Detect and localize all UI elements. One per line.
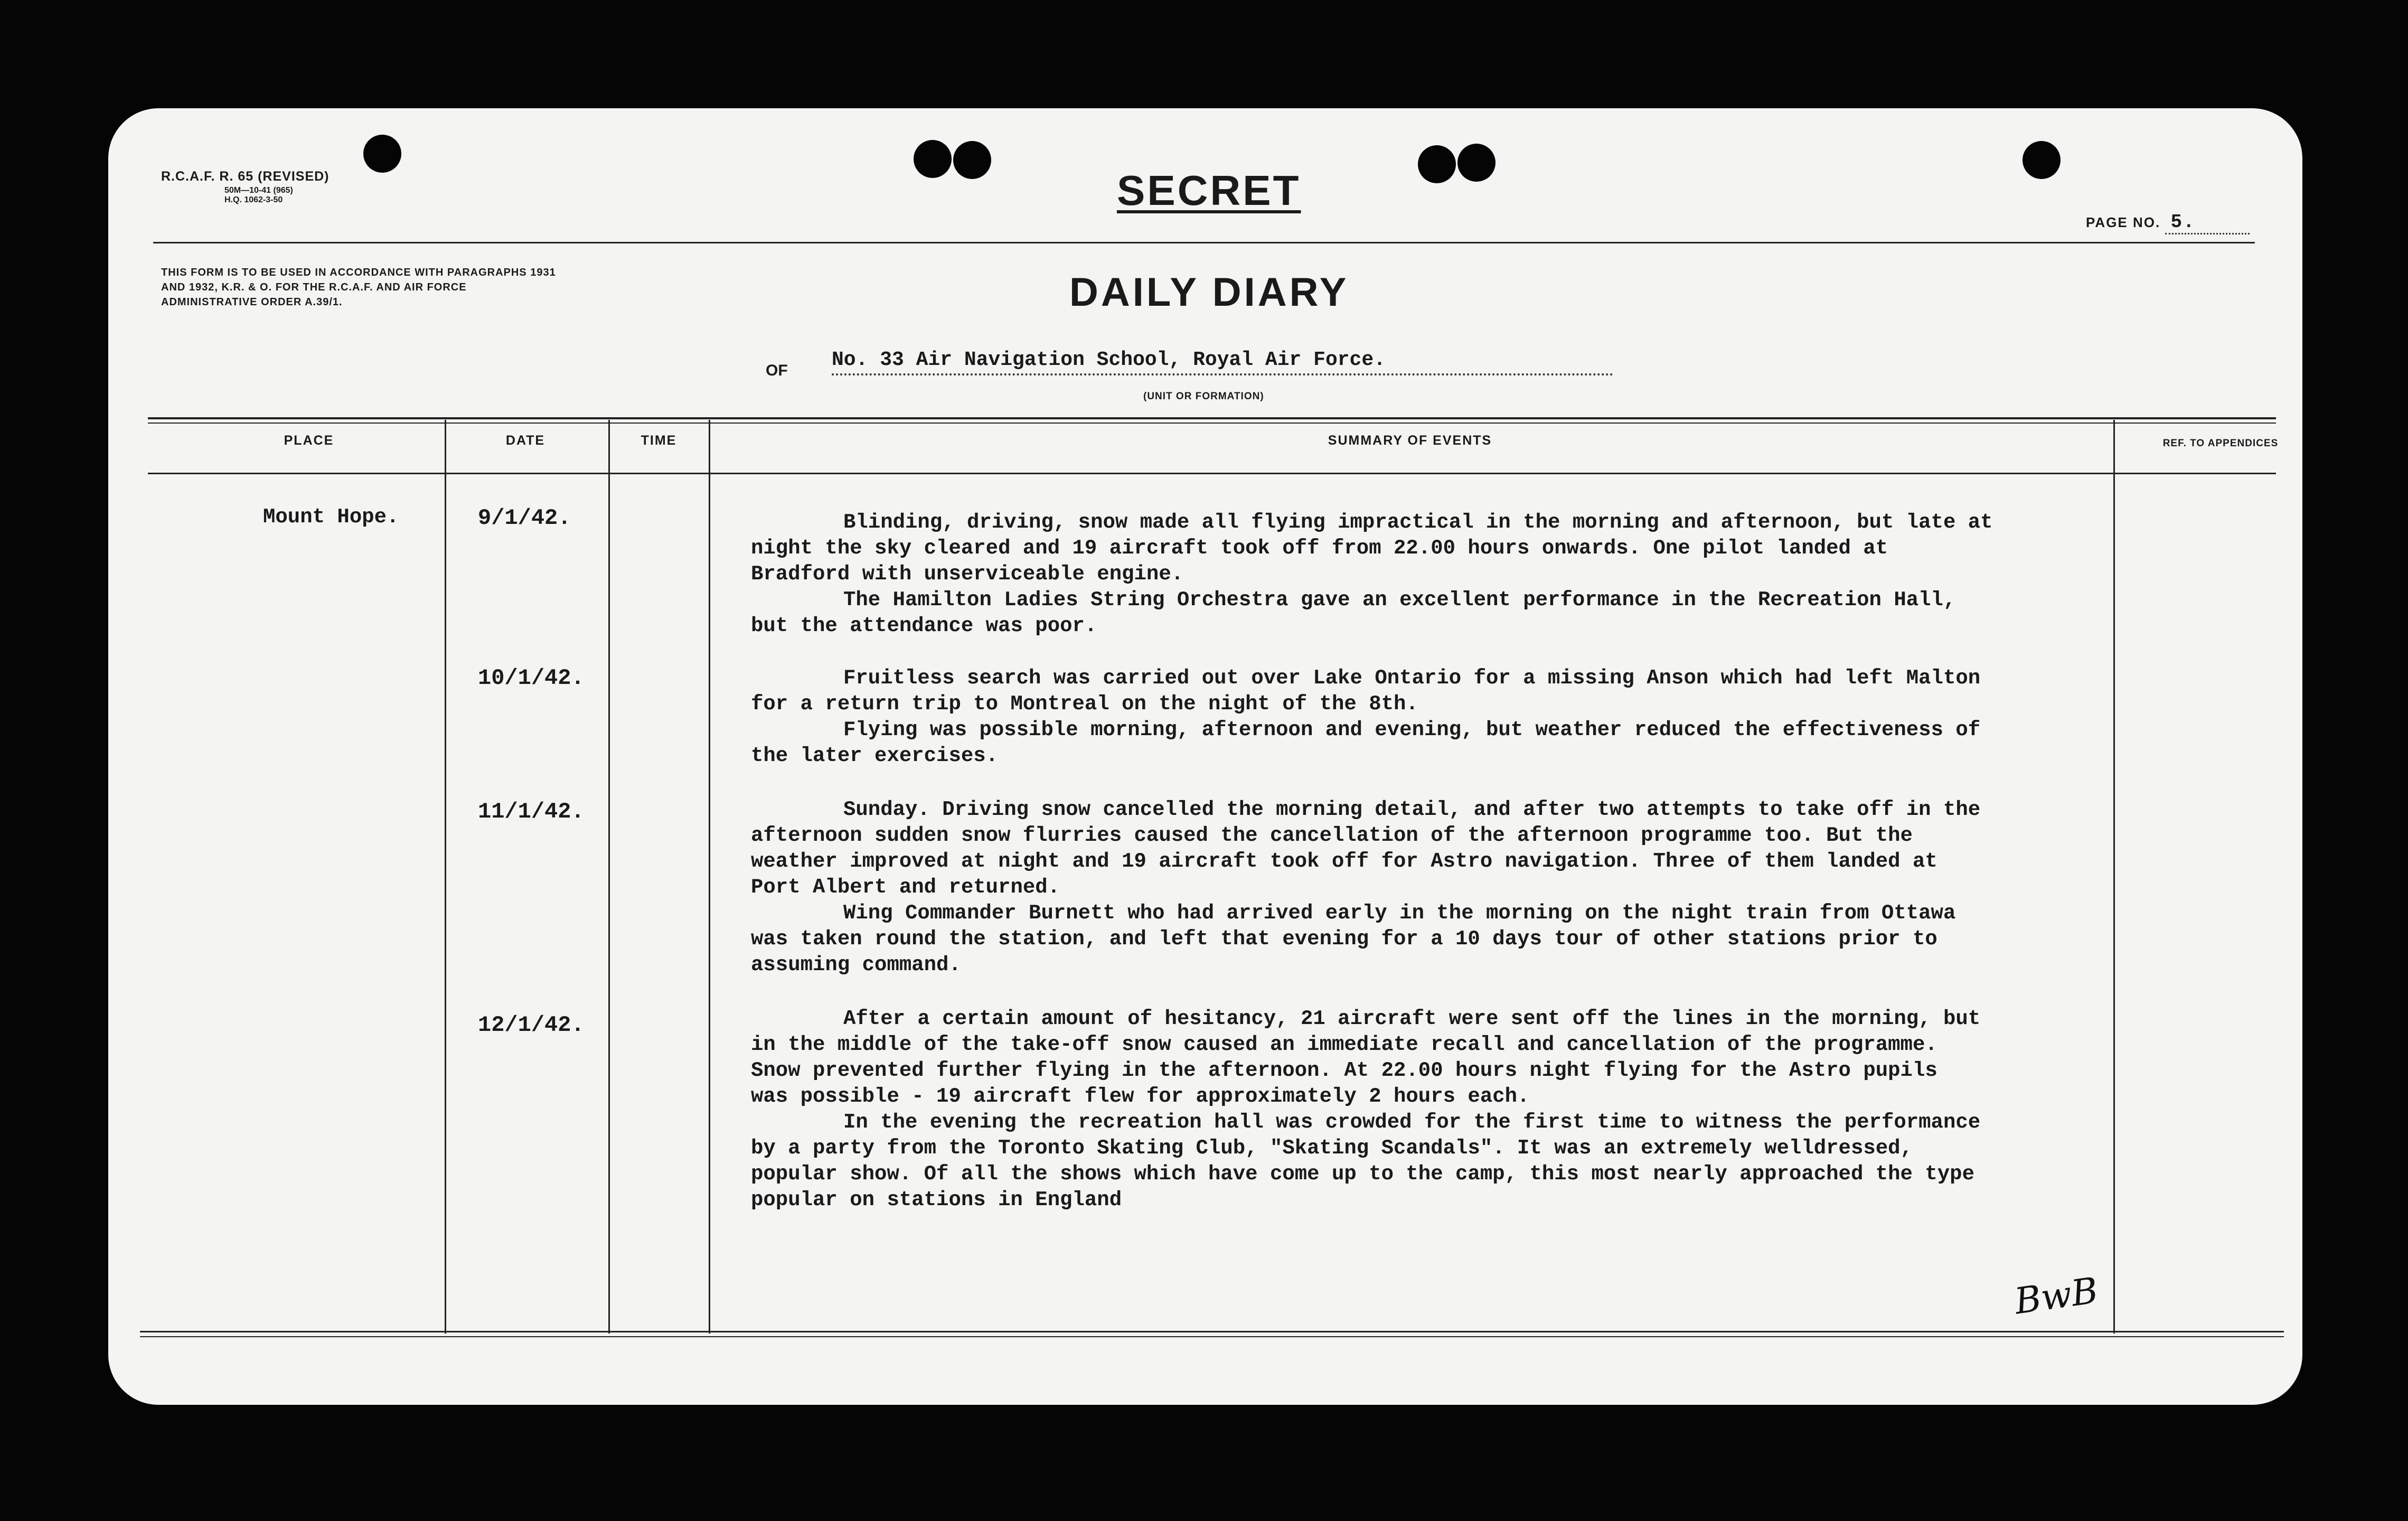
diary-entry bbox=[751, 1006, 2087, 1213]
table-bottom-rule-2 bbox=[140, 1336, 2284, 1337]
diary-entry bbox=[751, 510, 2087, 639]
column-header-place: PLACE bbox=[284, 433, 334, 448]
punch-hole bbox=[1457, 144, 1495, 182]
table-top-rule bbox=[148, 417, 2276, 419]
entry-line: popular show. Of all the shows which have come up to the camp, this most nearly approached the type bbox=[751, 1162, 1974, 1186]
diary-entry bbox=[751, 665, 2087, 769]
punch-hole bbox=[914, 140, 952, 178]
entry-line: the later exercises. bbox=[751, 744, 999, 767]
column-divider-time bbox=[709, 420, 710, 1334]
handwritten-initials: BwB bbox=[2012, 1270, 2101, 1323]
entry-line: by a party from the Toronto Skating Club, "Skating Scandals". It was an extremely welldressed, bbox=[751, 1137, 1913, 1160]
entry-line: weather improved at night and 19 aircraft took off for Astro navigation. Three of them landed at bbox=[751, 850, 1937, 873]
entry-line: Port Albert and returned. bbox=[751, 876, 1060, 899]
entry-line: Blinding, driving, snow made all flying impractical in the morning and afternoon, but late at bbox=[843, 511, 1993, 534]
entry-line: in the middle of the take-off snow caused an immediate recall and cancellation of the programme. bbox=[751, 1033, 1937, 1056]
entry-line: The Hamilton Ladies String Orchestra gave an excellent performance in the Recreation Hall, bbox=[843, 588, 1956, 612]
column-header-rule bbox=[148, 473, 2276, 474]
entry-line: for a return trip to Montreal on the night of the 8th. bbox=[751, 692, 1418, 716]
header-rule bbox=[153, 242, 2255, 243]
punch-hole bbox=[363, 135, 401, 173]
entry-line: Fruitless search was carried out over Lake Ontario for a missing Anson which had left Malton bbox=[843, 666, 1981, 690]
entry-line: night the sky cleared and 19 aircraft took off from 22.00 hours onwards. One pilot landed at bbox=[751, 537, 1888, 560]
entry-line: Flying was possible morning, afternoon and evening, but weather reduced the effectiveness of bbox=[843, 718, 1981, 741]
entry-line: In the evening the recreation hall was crowded for the first time to witness the performance bbox=[843, 1111, 1981, 1134]
column-header-summary: SUMMARY OF EVENTS bbox=[1328, 433, 1492, 448]
entry-line: After a certain amount of hesitancy, 21 aircraft were sent off the lines in the morning, but bbox=[843, 1007, 1981, 1030]
diary-form-card bbox=[108, 108, 2302, 1405]
column-divider-summary bbox=[2113, 420, 2115, 1334]
column-header-date: DATE bbox=[505, 433, 545, 448]
unit-name: No. 33 Air Navigation School, Royal Air Force. bbox=[832, 349, 1613, 375]
column-divider-place bbox=[445, 420, 446, 1334]
usage-notice: THIS FORM IS TO BE USED IN ACCORDANCE WITH PARAGRAPHS 1931 AND 1932, K.R. & O. FOR THE R.C.A.F. AND AIR FORCE ADMINISTRATIVE ORDER A.39/1. bbox=[161, 267, 556, 308]
punch-hole bbox=[2023, 141, 2061, 179]
classification-heading: SECRET bbox=[1117, 167, 1301, 214]
summary-of-events bbox=[751, 510, 2087, 1213]
entry-date: 10/1/42. bbox=[478, 665, 585, 691]
page-number: PAGE NO. 5. bbox=[2086, 211, 2250, 234]
unit-caption: (UNIT OR FORMATION) bbox=[1143, 391, 1264, 402]
punch-hole bbox=[953, 141, 991, 179]
entry-line: Bradford with unserviceable engine. bbox=[751, 562, 1184, 586]
entry-line: but the attendance was poor. bbox=[751, 614, 1097, 637]
unit-of-label: OF bbox=[766, 362, 788, 379]
column-header-ref: REF. TO APPENDICES bbox=[2162, 438, 2279, 449]
entry-date: 9/1/42. bbox=[478, 505, 571, 531]
entry-line: assuming command. bbox=[751, 953, 961, 977]
entry-line: Sunday. Driving snow cancelled the morning detail, and after two attempts to take off in the bbox=[843, 798, 1981, 821]
entry-line: was taken round the station, and left that evening for a 10 days tour of other stations prior to bbox=[751, 927, 1937, 951]
column-divider-date bbox=[608, 420, 610, 1334]
entry-line: was possible - 19 aircraft flew for approximately 2 hours each. bbox=[751, 1085, 1530, 1108]
form-identifier: R.C.A.F. R. 65 (REVISED) 50M—10-41 (965) H.Q. 1062-3-50 bbox=[161, 169, 330, 204]
punch-hole bbox=[1418, 145, 1456, 183]
column-header-time: TIME bbox=[641, 433, 677, 448]
entry-line: Snow prevented further flying in the afternoon. At 22.00 hours night flying for the Astro pupils bbox=[751, 1059, 1937, 1082]
place-value: Mount Hope. bbox=[263, 505, 399, 529]
entry-line: popular on stations in England bbox=[751, 1188, 1122, 1212]
entry-line: afternoon sudden snow flurries caused the cancellation of the afternoon programme too. But the bbox=[751, 824, 1913, 847]
table-bottom-rule bbox=[140, 1331, 2284, 1332]
entry-date: 11/1/42. bbox=[478, 799, 585, 824]
entry-date: 12/1/42. bbox=[478, 1012, 585, 1038]
diary-entry bbox=[751, 797, 2087, 978]
page-title: DAILY DIARY bbox=[1069, 270, 1349, 315]
entry-line: Wing Commander Burnett who had arrived early in the morning on the night train from Ottawa bbox=[843, 902, 1956, 925]
table-top-rule-2 bbox=[148, 422, 2276, 424]
